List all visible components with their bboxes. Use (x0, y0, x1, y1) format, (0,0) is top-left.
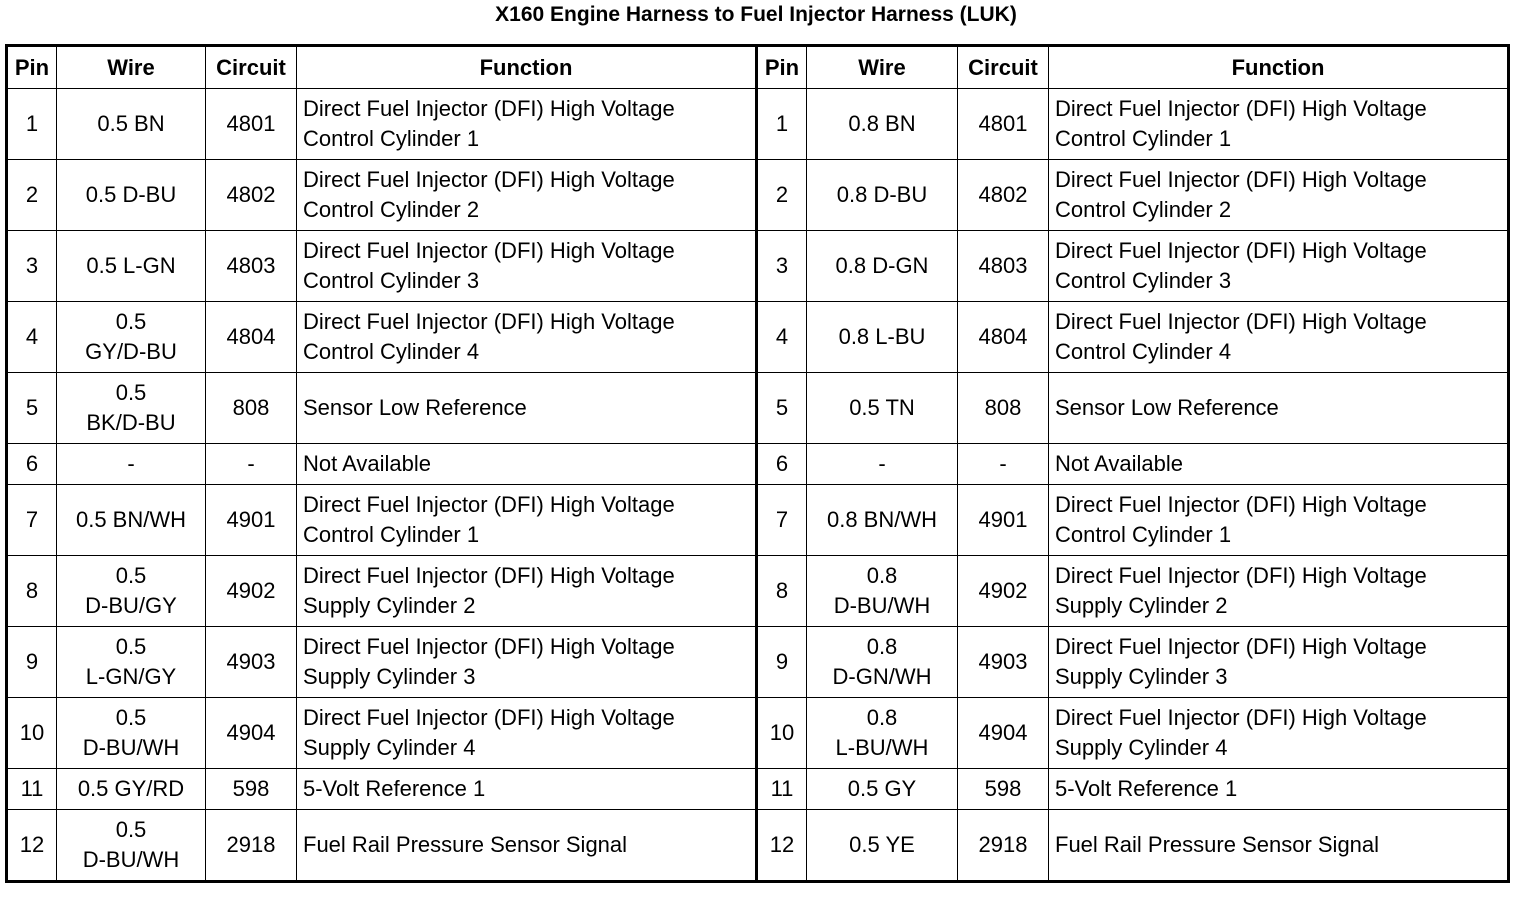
table-row (7, 89, 1509, 160)
wire-cell: 0.5 YE (807, 810, 958, 882)
circuit-cell: 2918 (958, 810, 1049, 882)
function-cell (1049, 556, 1509, 627)
function-cell: 5-Volt Reference 1 (1049, 769, 1509, 810)
circuit-cell: 4802 (958, 160, 1049, 231)
header-function: Function (297, 46, 757, 89)
function-line: Supply Cylinder 4 (303, 735, 476, 760)
function-cell (1049, 302, 1509, 373)
wire-cell: 0.5 BN/WH (57, 485, 206, 556)
wire-line: D-BU/WH (82, 847, 180, 872)
circuit-cell: 598 (206, 769, 297, 810)
function-line: Control Cylinder 1 (1055, 522, 1232, 547)
circuit-cell: 808 (206, 373, 297, 444)
pin-cell: 12 (757, 810, 807, 882)
wire-cell (57, 627, 206, 698)
wire-line: GY/D-BU (85, 339, 177, 364)
pin-cell: 9 (757, 627, 807, 698)
function-line: Direct Fuel Injector (DFI) High Voltage (303, 167, 675, 192)
circuit-cell: 4902 (958, 556, 1049, 627)
function-line: Supply Cylinder 3 (303, 664, 476, 689)
pin-cell: 12 (7, 810, 57, 882)
table-row (7, 810, 1509, 882)
function-line: Control Cylinder 4 (303, 339, 480, 364)
header-pin: Pin (757, 46, 807, 89)
function-cell: 5-Volt Reference 1 (297, 769, 757, 810)
pin-cell: 6 (757, 444, 807, 485)
table-row (7, 769, 1509, 810)
table-row (7, 698, 1509, 769)
header-wire: Wire (57, 46, 206, 89)
wire-line: L-BU/WH (835, 735, 929, 760)
function-cell: Not Available (297, 444, 757, 485)
function-cell: Sensor Low Reference (1049, 373, 1509, 444)
function-cell (297, 89, 757, 160)
function-cell (1049, 627, 1509, 698)
page-title: X160 Engine Harness to Fuel Injector Harness (LUK) (495, 3, 1017, 26)
function-line: Supply Cylinder 2 (303, 593, 476, 618)
function-line: Control Cylinder 3 (1055, 268, 1232, 293)
circuit-cell: 4801 (206, 89, 297, 160)
function-line: Direct Fuel Injector (DFI) High Voltage (1055, 167, 1427, 192)
function-line: Supply Cylinder 4 (1055, 735, 1228, 760)
circuit-cell: 2918 (206, 810, 297, 882)
function-line: Direct Fuel Injector (DFI) High Voltage (1055, 705, 1427, 730)
wire-cell: 0.8 D-GN (807, 231, 958, 302)
header-function: Function (1049, 46, 1509, 89)
table-row (7, 373, 1509, 444)
wire-line: BK/D-BU (86, 410, 176, 435)
function-line: Control Cylinder 2 (303, 197, 480, 222)
pin-cell: 8 (757, 556, 807, 627)
pinout-table (5, 44, 1510, 883)
wire-cell (807, 698, 958, 769)
header-pin: Pin (7, 46, 57, 89)
function-line: Control Cylinder 4 (1055, 339, 1232, 364)
wire-line: 0.5 (115, 563, 147, 588)
function-line: Direct Fuel Injector (DFI) High Voltage (1055, 309, 1427, 334)
wire-cell (57, 698, 206, 769)
function-line: Direct Fuel Injector (DFI) High Voltage (303, 705, 675, 730)
wire-cell: 0.8 L-BU (807, 302, 958, 373)
table-row (7, 556, 1509, 627)
table-row (7, 485, 1509, 556)
circuit-cell: 4803 (958, 231, 1049, 302)
wire-cell (57, 810, 206, 882)
pin-cell: 4 (757, 302, 807, 373)
function-cell: Not Available (1049, 444, 1509, 485)
wire-cell (57, 373, 206, 444)
function-cell (297, 160, 757, 231)
circuit-cell: 4904 (958, 698, 1049, 769)
header-circuit: Circuit (206, 46, 297, 89)
function-cell: Sensor Low Reference (297, 373, 757, 444)
function-cell (297, 627, 757, 698)
function-cell (1049, 698, 1509, 769)
wire-line: 0.8 (866, 563, 898, 588)
pin-cell: 3 (7, 231, 57, 302)
pin-cell: 1 (757, 89, 807, 160)
wire-cell: 0.5 TN (807, 373, 958, 444)
wire-cell (807, 627, 958, 698)
wire-line: D-GN/WH (832, 664, 932, 689)
circuit-cell: 4803 (206, 231, 297, 302)
circuit-cell: 4901 (206, 485, 297, 556)
function-line: Direct Fuel Injector (DFI) High Voltage (303, 563, 675, 588)
wire-cell: - (807, 444, 958, 485)
function-line: Direct Fuel Injector (DFI) High Voltage (303, 96, 675, 121)
circuit-cell: 4802 (206, 160, 297, 231)
function-line: Control Cylinder 1 (303, 522, 480, 547)
function-line: Direct Fuel Injector (DFI) High Voltage (303, 492, 675, 517)
wire-cell: 0.5 BN (57, 89, 206, 160)
function-line: Direct Fuel Injector (DFI) High Voltage (303, 634, 675, 659)
circuit-cell: 4901 (958, 485, 1049, 556)
circuit-cell: 598 (958, 769, 1049, 810)
wire-cell: 0.5 GY/RD (57, 769, 206, 810)
wire-line: 0.8 (866, 634, 898, 659)
wire-cell (807, 556, 958, 627)
header-circuit: Circuit (958, 46, 1049, 89)
function-line: Supply Cylinder 2 (1055, 593, 1228, 618)
wire-cell: 0.8 D-BU (807, 160, 958, 231)
wire-line: 0.8 (866, 705, 898, 730)
pin-cell: 7 (757, 485, 807, 556)
wire-line: 0.5 (115, 309, 147, 334)
wire-cell: - (57, 444, 206, 485)
function-line: Direct Fuel Injector (DFI) High Voltage (1055, 238, 1427, 263)
wire-cell: 0.5 L-GN (57, 231, 206, 302)
pin-cell: 8 (7, 556, 57, 627)
pin-cell: 5 (7, 373, 57, 444)
wire-cell: 0.8 BN/WH (807, 485, 958, 556)
circuit-cell: 4904 (206, 698, 297, 769)
circuit-cell: - (206, 444, 297, 485)
pin-cell: 9 (7, 627, 57, 698)
function-line: Control Cylinder 2 (1055, 197, 1232, 222)
function-line: Supply Cylinder 3 (1055, 664, 1228, 689)
pin-cell: 2 (7, 160, 57, 231)
circuit-cell: 4902 (206, 556, 297, 627)
function-cell: Fuel Rail Pressure Sensor Signal (297, 810, 757, 882)
header-wire: Wire (807, 46, 958, 89)
wire-line: 0.5 (115, 705, 147, 730)
function-line: Direct Fuel Injector (DFI) High Voltage (1055, 563, 1427, 588)
circuit-cell: 4804 (206, 302, 297, 373)
pin-cell: 10 (7, 698, 57, 769)
wire-line: 0.5 (115, 634, 147, 659)
pin-cell: 11 (757, 769, 807, 810)
function-cell (297, 231, 757, 302)
circuit-cell: 4801 (958, 89, 1049, 160)
pin-cell: 7 (7, 485, 57, 556)
wire-line: 0.5 (115, 380, 147, 405)
pin-cell: 2 (757, 160, 807, 231)
table-row (7, 444, 1509, 485)
pin-cell: 10 (757, 698, 807, 769)
wire-line: D-BU/WH (82, 735, 180, 760)
wire-line: D-BU/GY (85, 593, 177, 618)
table-row (7, 302, 1509, 373)
pin-cell: 4 (7, 302, 57, 373)
function-cell (297, 556, 757, 627)
function-cell (1049, 231, 1509, 302)
wire-cell (57, 556, 206, 627)
function-cell (1049, 160, 1509, 231)
wire-cell: 0.5 GY (807, 769, 958, 810)
function-cell (297, 302, 757, 373)
function-cell: Fuel Rail Pressure Sensor Signal (1049, 810, 1509, 882)
function-line: Direct Fuel Injector (DFI) High Voltage (1055, 492, 1427, 517)
wire-line: L-GN/GY (85, 664, 177, 689)
wire-cell: 0.8 BN (807, 89, 958, 160)
function-line: Control Cylinder 3 (303, 268, 480, 293)
pin-cell: 11 (7, 769, 57, 810)
circuit-cell: 4804 (958, 302, 1049, 373)
function-line: Control Cylinder 1 (303, 126, 480, 151)
pin-cell: 6 (7, 444, 57, 485)
wire-cell: 0.5 D-BU (57, 160, 206, 231)
function-cell (1049, 485, 1509, 556)
function-line: Direct Fuel Injector (DFI) High Voltage (1055, 634, 1427, 659)
wire-cell (57, 302, 206, 373)
pin-cell: 5 (757, 373, 807, 444)
wire-line: D-BU/WH (833, 593, 931, 618)
function-cell (1049, 89, 1509, 160)
function-cell (297, 698, 757, 769)
table-row (7, 231, 1509, 302)
function-line: Direct Fuel Injector (DFI) High Voltage (303, 238, 675, 263)
circuit-cell: 4903 (958, 627, 1049, 698)
function-line: Direct Fuel Injector (DFI) High Voltage (1055, 96, 1427, 121)
pin-cell: 3 (757, 231, 807, 302)
table-row (7, 160, 1509, 231)
wire-line: 0.5 (115, 817, 147, 842)
circuit-cell: - (958, 444, 1049, 485)
function-line: Control Cylinder 1 (1055, 126, 1232, 151)
header-row (7, 46, 1509, 89)
circuit-cell: 4903 (206, 627, 297, 698)
function-cell (297, 485, 757, 556)
pin-cell: 1 (7, 89, 57, 160)
circuit-cell: 808 (958, 373, 1049, 444)
table-row (7, 627, 1509, 698)
function-line: Direct Fuel Injector (DFI) High Voltage (303, 309, 675, 334)
